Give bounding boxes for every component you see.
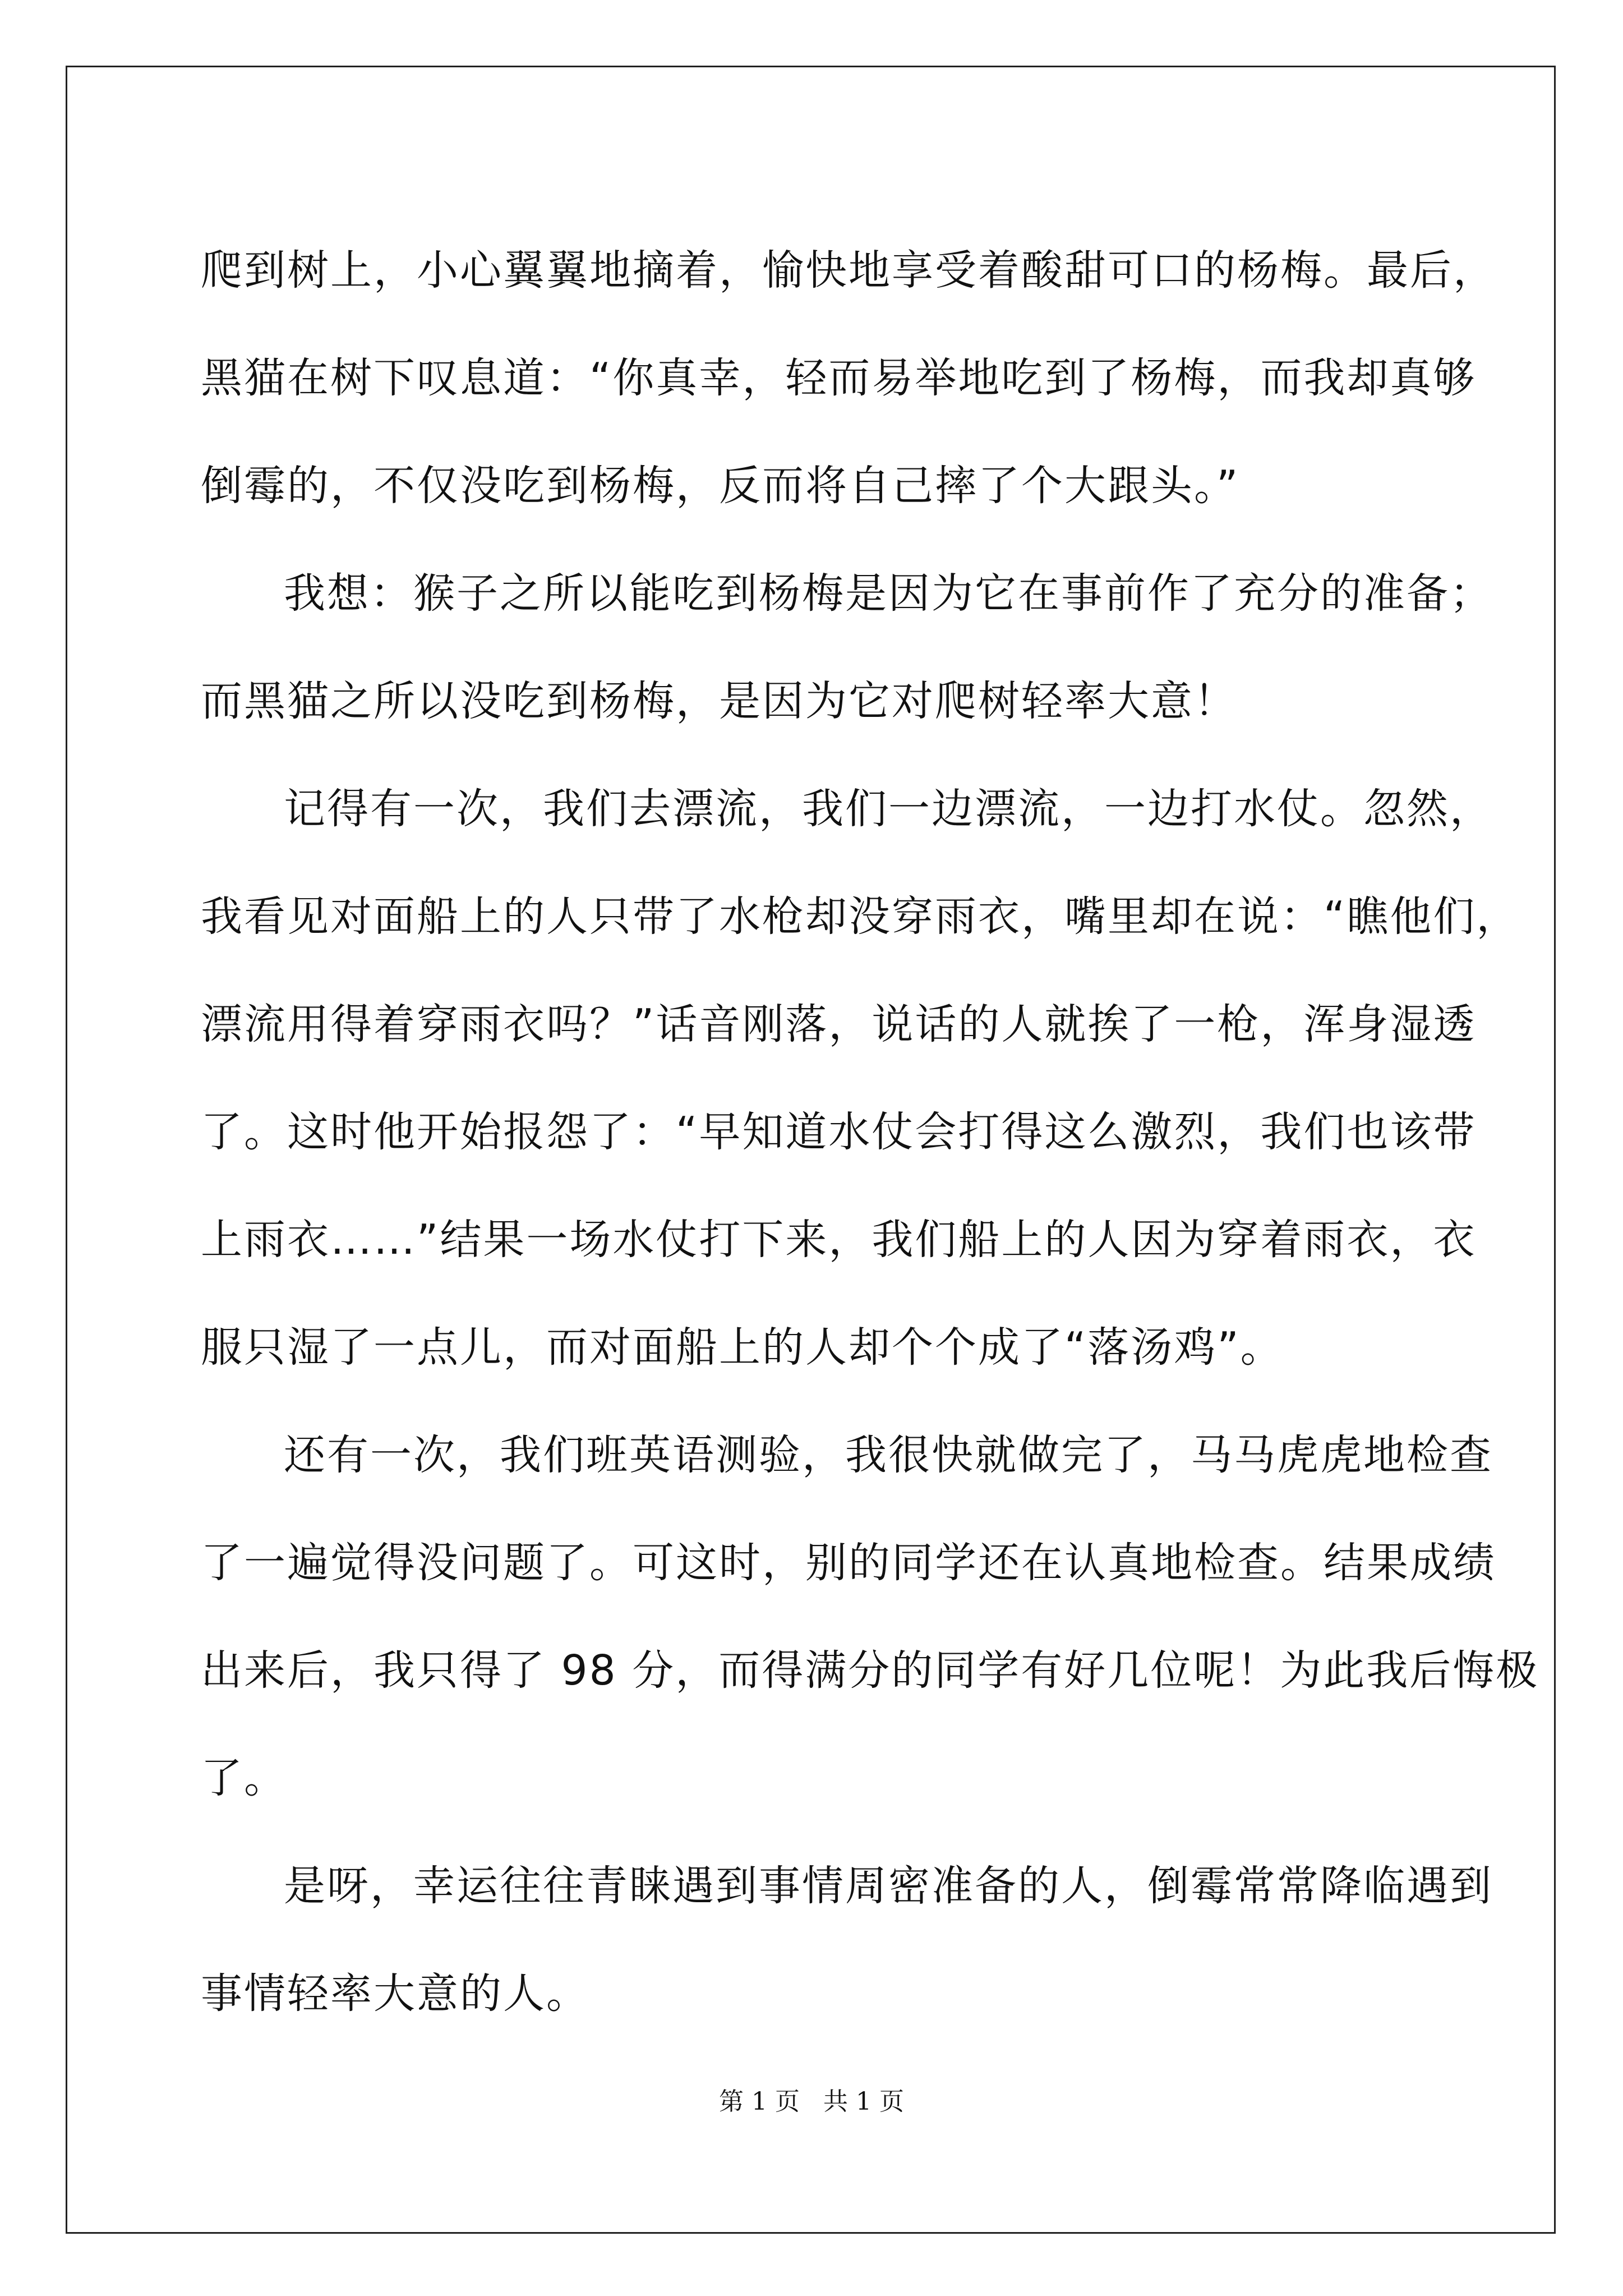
text-line: 我想：猴子之所以能吃到杨梅是因为它在事前作了充分的准备； <box>284 569 1493 618</box>
paragraph-3 <box>201 755 1520 1401</box>
text-line: 出来后，我只得了 98 分，而得满分的同学有好几位呢！为此我后悔极 <box>201 1646 1539 1695</box>
text-line: 我看见对面船上的人只带了水枪却没穿雨衣，嘴里却在说：“瞧他们， <box>201 892 1520 941</box>
text-line: 了。这时他开始报怨了：“早知道水仗会打得这么激烈，我们也该带 <box>201 1108 1477 1156</box>
text-line: 服只湿了一点儿，而对面船上的人却个个成了“落汤鸡”。 <box>201 1323 1284 1372</box>
text-line: 还有一次，我们班英语测验，我很快就做完了，马马虎虎地检查 <box>284 1431 1493 1479</box>
paragraph-2 <box>201 540 1493 755</box>
paragraph-4 <box>201 1401 1539 1832</box>
text-line: 爬到树上，小心翼翼地摘着，愉快地享受着酸甜可口的杨梅。最后， <box>201 246 1496 295</box>
page-total: 共 1 页 <box>823 2087 904 2116</box>
text-line: 黑猫在树下叹息道：“你真幸，轻而易举地吃到了杨梅，而我却真够 <box>201 354 1477 402</box>
paragraph-1 <box>201 217 1496 540</box>
text-line: 了一遍觉得没问题了。可这时，别的同学还在认真地检查。结果成绩 <box>201 1539 1496 1587</box>
text-line: 上雨衣……”结果一场水仗打下来，我们船上的人因为穿着雨衣，衣 <box>201 1216 1477 1264</box>
document-body <box>201 217 1539 2047</box>
text-line: 漂流用得着穿雨衣吗？”话音刚落，说话的人就挨了一枪，浑身湿透 <box>201 1000 1477 1048</box>
text-line: 了。 <box>201 1754 287 1802</box>
text-line: 倒霉的，不仅没吃到杨梅，反而将自己摔了个大跟头。” <box>201 462 1240 510</box>
text-line: 事情轻率大意的人。 <box>201 1970 589 2018</box>
page-number: 第 1 页 <box>719 2087 800 2116</box>
text-line: 是呀，幸运往往青睐遇到事情周密准备的人，倒霉常常降临遇到 <box>284 1862 1493 1910</box>
paragraph-5 <box>201 1832 1493 2047</box>
text-line: 而黑猫之所以没吃到杨梅，是因为它对爬树轻率大意！ <box>201 677 1237 725</box>
page-footer <box>0 2081 1623 2117</box>
text-line: 记得有一次，我们去漂流，我们一边漂流，一边打水仗。忽然， <box>284 785 1493 833</box>
